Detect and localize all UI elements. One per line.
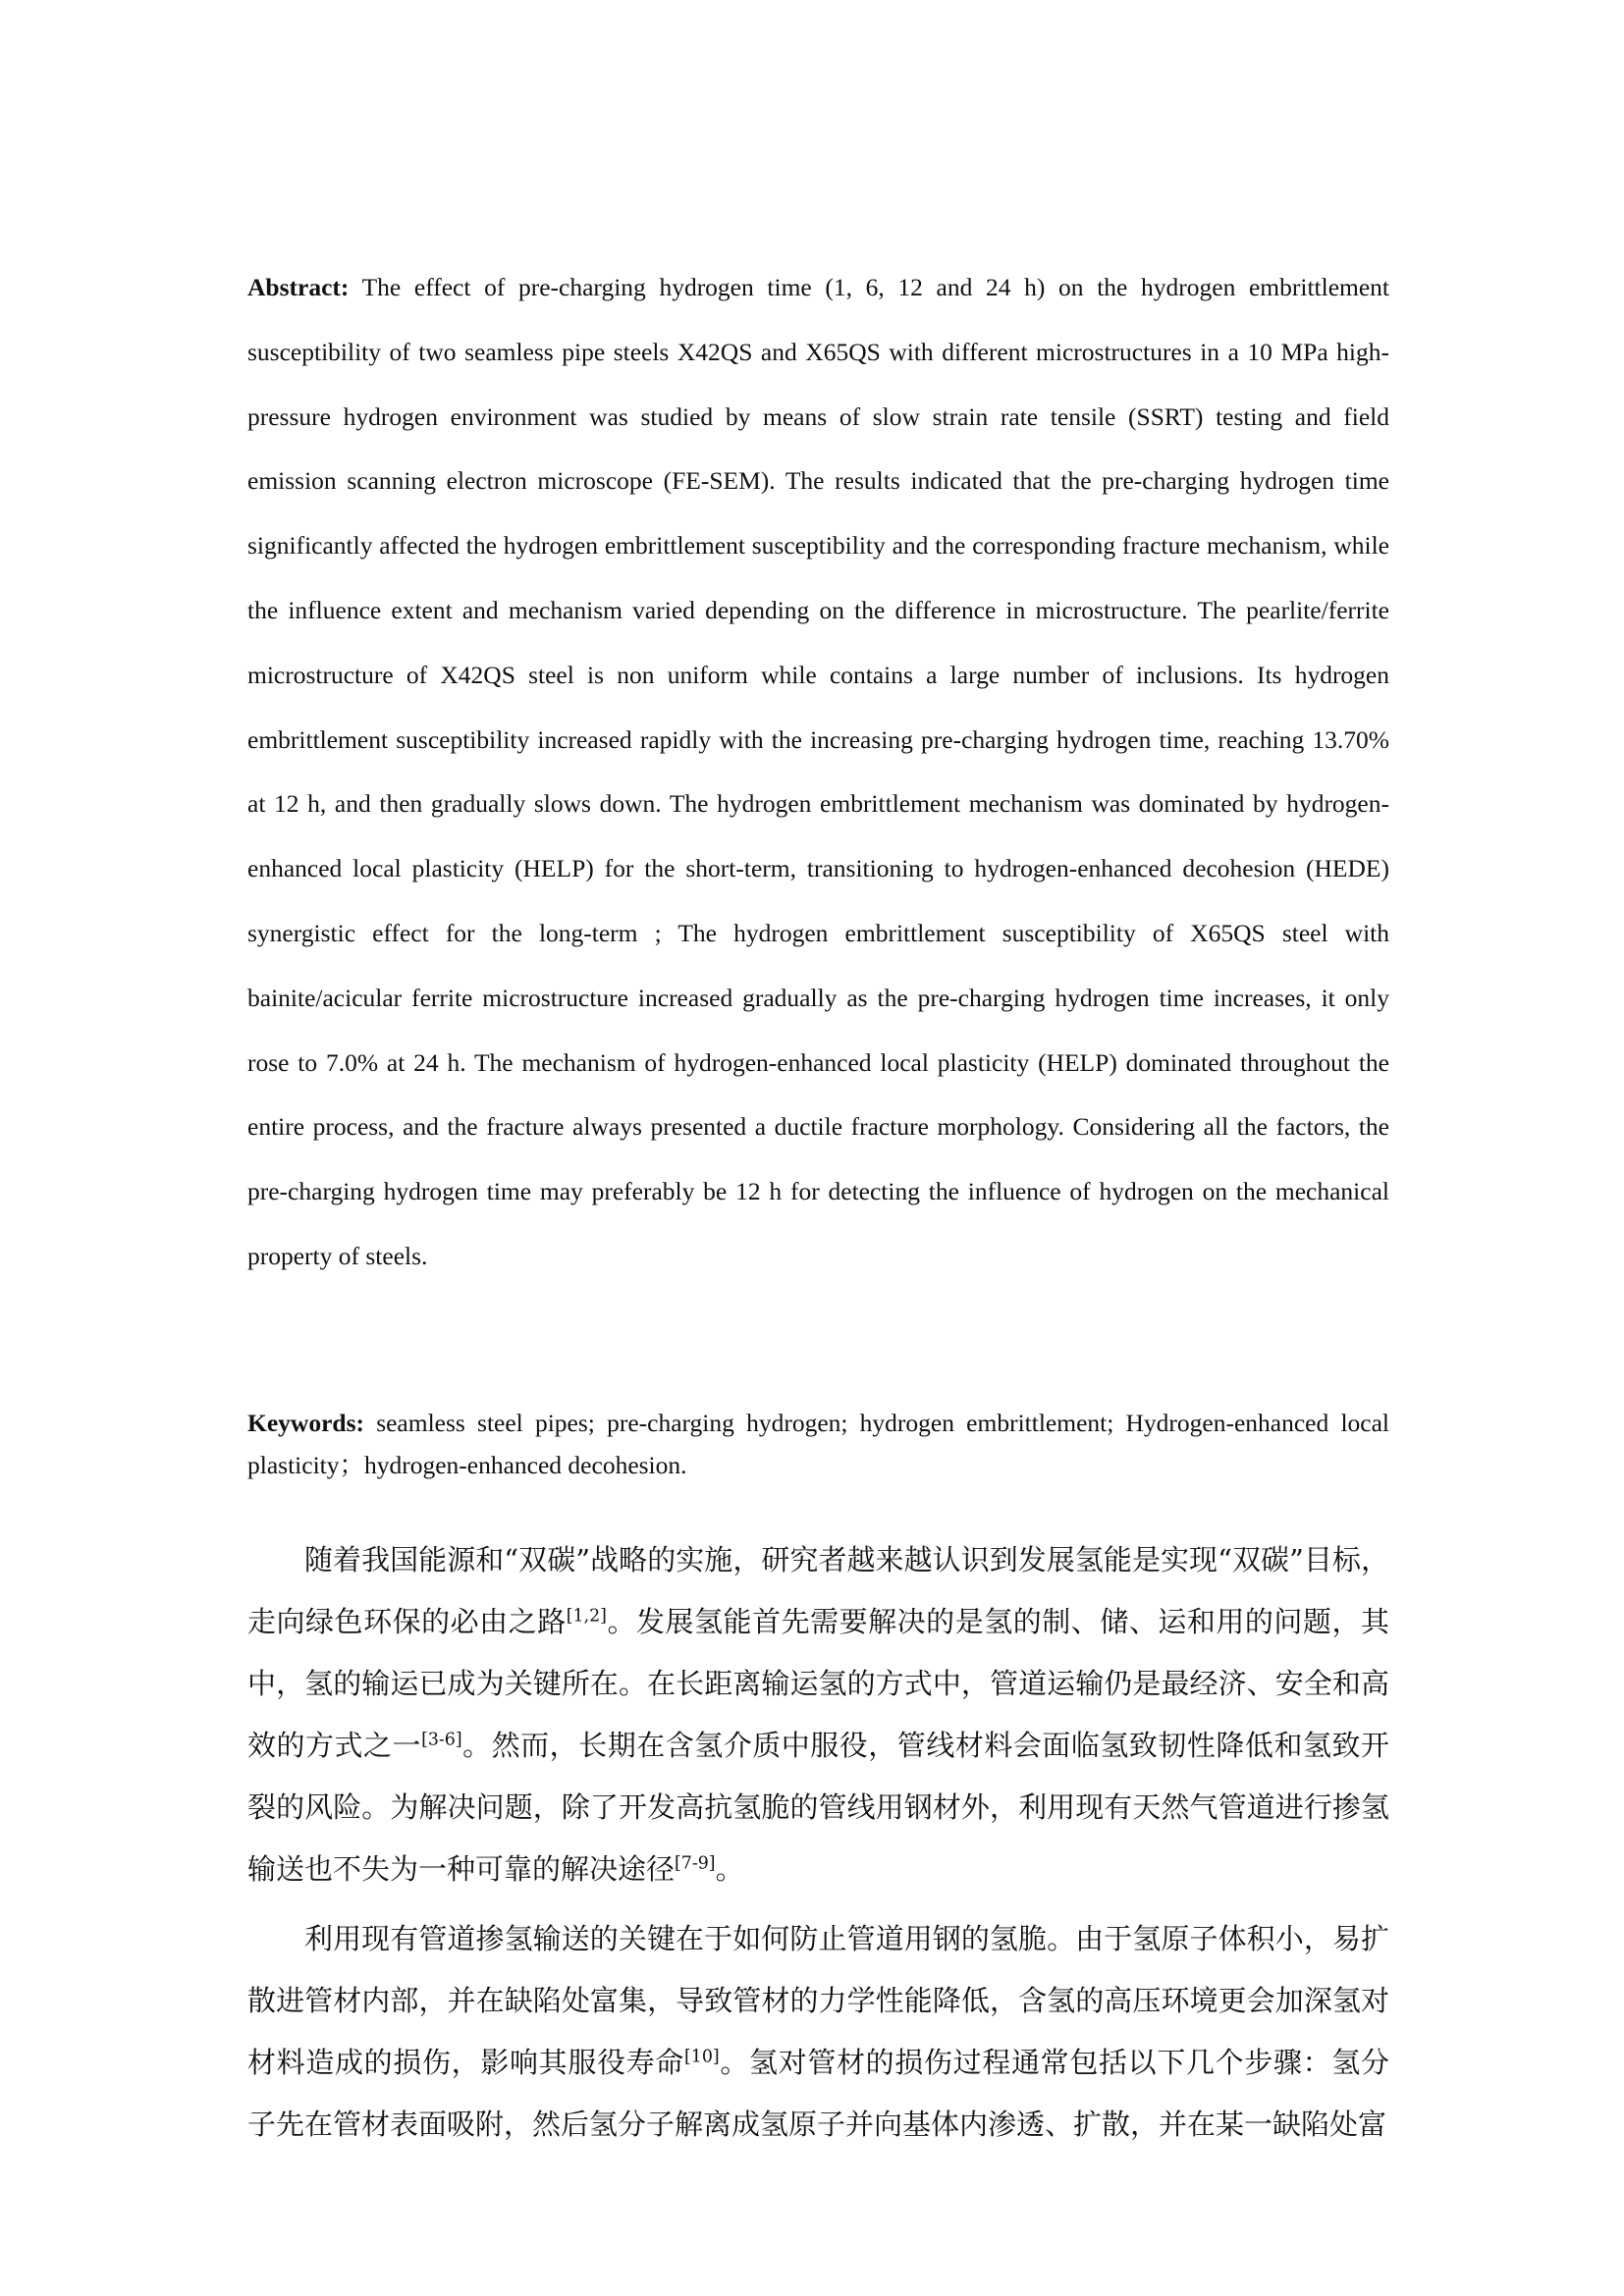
body-p2-text-1: 利用现有管道掺氢输送的关键在于如何防止管道用钢的氢脆。由于氢原子体积小，易扩散进管材内部，并在缺陷处富集，导致管材的力学性能降低，含氢的高压环境更会加深氢对材料造成的损伤，影响其服役寿命 [247, 1922, 1389, 2079]
keywords-text: seamless steel pipes; pre-charging hydrogen; hydrogen embrittlement; Hydrogen-enhanced local plasticity；hydrogen-enhanced decohesion. [247, 1409, 1389, 1479]
citation-ref: [3-6] [421, 1730, 462, 1750]
citation-ref: [1,2] [566, 1606, 607, 1627]
body-p1-text-4: 。 [715, 1852, 744, 1886]
abstract-block [247, 255, 1389, 1289]
body-p1-text-3: 。然而，长期在含氢介质中服役，管线材料会面临氢致韧性降低和氢致开裂的风险。为解决问题，除了开发高抗氢脆的管线用钢材外，利用现有天然气管道进行掺氢输送也不失为一种可靠的解决途径 [247, 1729, 1389, 1886]
body-text [247, 1529, 1389, 2156]
body-p1-text-1: 随着我国能源和“双碳”战略的实施，研究者越来越认识到发展氢能是实现“双碳”目标，走向绿色环保的必由之路 [247, 1543, 1389, 1638]
keywords-block [247, 1402, 1389, 1486]
body-paragraph-1 [247, 1529, 1389, 1900]
citation-ref: [10] [683, 2047, 720, 2067]
body-p2-text-2: 。氢对管材的损伤过程通常包括以下几个步骤：氢分子先在管材表面吸附，然后氢分子解离成氢原子并向基体内渗透、扩散，并在某一缺陷处富 [247, 2046, 1389, 2141]
citation-ref: [7-9] [675, 1853, 716, 1874]
abstract-label: Abstract: [247, 273, 350, 301]
body-p1-text-2: 。发展氢能首先需要解决的是氢的制、储、运和用的问题，其中，氢的输运已成为关键所在。在长距离输运氢的方式中，管道运输仍是最经济、安全和高效的方式之一 [247, 1605, 1389, 1762]
body-paragraph-2 [247, 1908, 1389, 2156]
keywords-label: Keywords: [247, 1409, 364, 1437]
abstract-text: The effect of pre-charging hydrogen time (1, 6, 12 and 24 h) on the hydrogen embrittlement susceptibility of two seamless pipe steels X42QS and X65QS with different microstructures in a 10 MPa high-pressure hydrogen environment was studied by means of slow strain rate tensile (SSRT) testing and field emission scanning electron microscope (FE-SEM). The results indicated that the pre-charging hydrogen time significantly affected the hydrogen embrittlement susceptibility and the corresponding fracture mechanism, while the influence extent and mechanism varied depending on the difference in microstructure. The pearlite/ferrite microstructure of X42QS steel is non uniform while contains a large number of inclusions. Its hydrogen embrittlement susceptibility increased rapidly with the increasing pre-charging hydrogen time, reaching 13.70% at 12 h, and then gradually slows down. The hydrogen embrittlement mechanism was dominated by hydrogen-enhanced local plasticity (HELP) for the short-term, transitioning to hydrogen-enhanced decohesion (HEDE) synergistic effect for the long-term ; The hydrogen embrittlement susceptibility of X65QS steel with bainite/acicular ferrite microstructure increased gradually as the pre-charging hydrogen time increases, it only rose to 7.0% at 24 h. The mechanism of hydrogen-enhanced local plasticity (HELP) dominated throughout the entire process, and the fracture always presented a ductile fracture morphology. Considering all the factors, the pre-charging hydrogen time may preferably be 12 h for detecting the influence of hydrogen on the mechanical property of steels. [247, 273, 1390, 1270]
